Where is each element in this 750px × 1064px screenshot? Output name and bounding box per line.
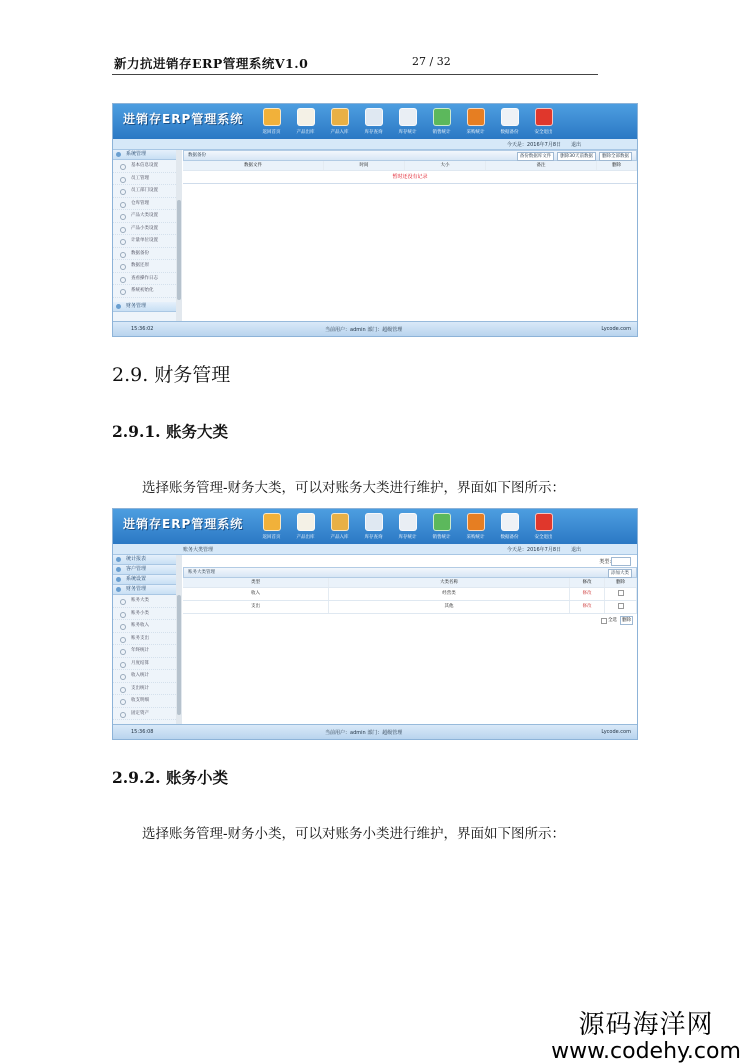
bullet-icon	[120, 177, 126, 183]
scrollbar-thumb[interactable]	[177, 595, 181, 715]
app-title: 进销存ERP管理系统	[123, 112, 244, 126]
chart-icon	[433, 108, 451, 126]
sidebar-item[interactable]: 数据备份	[113, 248, 176, 261]
delete-button[interactable]: 删除	[622, 618, 631, 623]
column-header: 类型	[183, 578, 329, 587]
toolbar-button-purchase-stats[interactable]: 采购统计	[463, 108, 488, 135]
bullet-icon	[120, 264, 126, 270]
bullet-icon	[120, 202, 126, 208]
select-all-label: 全选	[608, 618, 617, 623]
footer-time: 15:36:02	[131, 326, 154, 332]
toolbar	[259, 513, 556, 540]
finance-icon	[116, 587, 121, 592]
gear-icon	[116, 577, 121, 582]
content-area	[183, 150, 637, 322]
sidebar-item[interactable]: 基本信息设置	[113, 160, 176, 173]
row-name: 经营类	[329, 588, 570, 600]
row-type: 收入	[183, 588, 329, 600]
bar-chart-icon	[467, 513, 485, 531]
sidebar-item[interactable]: 员工部门设置	[113, 185, 176, 198]
row-checkbox[interactable]	[618, 603, 624, 609]
current-date: 今天是：2016年7月8日	[506, 142, 561, 148]
toolbar-button-logout[interactable]: 安全退出	[531, 108, 556, 135]
watermark	[548, 1004, 744, 1064]
app-footer	[113, 724, 637, 739]
column-header: 修改	[570, 578, 605, 587]
bullet-icon	[120, 662, 126, 668]
toolbar-button-backup[interactable]: 数据备份	[497, 108, 522, 135]
sidebar-group-system[interactable]: 系统管理	[113, 150, 176, 160]
sidebar-group-system[interactable]: 系统设置	[113, 575, 176, 585]
bullet-icon	[120, 289, 126, 295]
filter-row	[183, 555, 637, 567]
toolbar-button-home[interactable]: 返回首页	[259, 513, 284, 540]
sidebar-item[interactable]: 系统初始化	[113, 285, 176, 298]
bullet-icon	[120, 239, 126, 245]
bullet-icon	[120, 699, 126, 705]
table-row	[183, 601, 637, 614]
watermark-cn: 源码海洋网	[578, 1010, 714, 1040]
document-edit-icon	[297, 513, 315, 531]
chart-icon	[433, 513, 451, 531]
sidebar-item[interactable]: 数据还原	[113, 260, 176, 273]
finance-icon	[116, 304, 121, 309]
home-icon	[263, 108, 281, 126]
table-title: 账务大类管理	[188, 570, 215, 575]
backup-db-button[interactable]: 备份数据库文件	[517, 152, 555, 161]
sidebar	[113, 150, 177, 322]
table-title-bar	[183, 150, 637, 161]
toolbar-button-stock-query[interactable]: 库存查询	[361, 513, 386, 540]
sidebar	[113, 555, 177, 725]
type-select[interactable]	[611, 557, 631, 566]
sidebar-item[interactable]: 年终统计	[113, 645, 176, 658]
sidebar-item[interactable]: 账务支出	[113, 633, 176, 646]
breadcrumb: 账务大类管理	[183, 547, 214, 553]
sidebar-item[interactable]: 固定资产	[113, 708, 176, 721]
row-type: 支出	[183, 601, 329, 613]
footer-site: Lycode.com	[601, 326, 631, 332]
bullet-icon	[120, 687, 126, 693]
sidebar-item[interactable]: 产品小类设置	[113, 223, 176, 236]
column-header: 备注	[486, 161, 597, 170]
calculator-icon	[399, 513, 417, 531]
table-title-bar	[183, 567, 637, 578]
column-header: 大类名称	[329, 578, 570, 587]
app-banner	[113, 509, 637, 544]
bullet-icon	[120, 649, 126, 655]
page-header	[112, 52, 598, 75]
column-header: 删除	[605, 578, 637, 587]
sidebar-item[interactable]: 账务小类	[113, 608, 176, 621]
bullet-icon	[120, 227, 126, 233]
toolbar-button-sales-stats[interactable]: 销售统计	[429, 513, 454, 540]
search-icon	[365, 513, 383, 531]
sidebar-item[interactable]: 仓库管理	[113, 198, 176, 211]
toolbar-button-sales-stats[interactable]: 销售统计	[429, 108, 454, 135]
sidebar-group-finance[interactable]: 财务管理	[113, 585, 176, 595]
toolbar-button-inbound[interactable]: 产品入库	[327, 513, 352, 540]
edit-link[interactable]: 修改	[570, 601, 605, 613]
close-icon	[535, 108, 553, 126]
box-icon	[331, 108, 349, 126]
status-bar	[113, 544, 637, 555]
document-edit-icon	[297, 108, 315, 126]
column-header: 数据文件	[183, 161, 324, 170]
bullet-icon	[120, 612, 126, 618]
edit-link[interactable]: 修改	[570, 588, 605, 600]
delete-30days-button[interactable]: 删除30天前数据	[557, 152, 596, 161]
bullet-icon	[120, 674, 126, 680]
table-actions-row	[183, 614, 637, 626]
sidebar-item[interactable]: 查看操作日志	[113, 273, 176, 286]
watermark-en: www.codehy.com	[551, 1039, 741, 1064]
close-icon	[535, 513, 553, 531]
sidebar-item[interactable]: 计量单位设置	[113, 235, 176, 248]
toolbar-button-logout[interactable]: 安全退出	[531, 513, 556, 540]
app-banner	[113, 104, 637, 139]
add-category-button[interactable]: 添加大类	[608, 569, 632, 578]
screenshot-data-backup	[112, 103, 638, 337]
type-label: 类型:	[599, 559, 611, 565]
logout-link[interactable]: 退出	[570, 142, 581, 148]
toolbar-button-stock-stats[interactable]: 库存统计	[395, 108, 420, 135]
sidebar-item[interactable]: 账务收入	[113, 620, 176, 633]
search-icon	[365, 108, 383, 126]
status-bar	[113, 139, 637, 150]
bullet-icon	[120, 189, 126, 195]
footer-user: 当前用户：admin 部门：超级管理	[325, 730, 403, 736]
sidebar-group-reports[interactable]: 统计报表	[113, 555, 176, 565]
sidebar-group-customers[interactable]: 客户管理	[113, 565, 176, 575]
row-checkbox[interactable]	[618, 590, 624, 596]
toolbar-button-outbound[interactable]: 产品出库	[293, 108, 318, 135]
calculator-icon	[399, 108, 417, 126]
table-title: 数据备份	[188, 153, 206, 158]
gear-icon	[116, 152, 121, 157]
report-icon	[116, 557, 121, 562]
paragraph: 选择账务管理-财务大类，可以对账务大类进行维护，界面如下图所示：	[142, 480, 566, 496]
toolbar	[259, 108, 556, 135]
sidebar-item[interactable]: 账务大类	[113, 595, 176, 608]
bar-chart-icon	[467, 108, 485, 126]
page-number: 27 / 32	[412, 55, 451, 68]
app-title: 进销存ERP管理系统	[123, 517, 244, 531]
floppy-disk-icon	[501, 513, 519, 531]
bullet-icon	[120, 599, 126, 605]
screenshot-account-category	[112, 508, 638, 740]
delete-all-button[interactable]: 删除全部数据	[599, 152, 632, 161]
row-checkbox-cell	[605, 588, 637, 600]
table-header	[183, 578, 637, 588]
toolbar-button-home[interactable]: 返回首页	[259, 108, 284, 135]
sidebar-item[interactable]: 产品大类设置	[113, 210, 176, 223]
table-row	[183, 588, 637, 601]
sidebar-scrollbar[interactable]	[176, 150, 182, 322]
document-title: 新力抗进销存ERP管理系统V1.0	[114, 56, 309, 71]
sidebar-item[interactable]: 收支明细	[113, 695, 176, 708]
bullet-icon	[120, 252, 126, 258]
user-icon	[116, 567, 121, 572]
footer-site: Lycode.com	[601, 729, 631, 735]
logout-link[interactable]: 退出	[570, 547, 581, 553]
bullet-icon	[120, 637, 126, 643]
subsection-heading: 2.9.1. 账务大类	[112, 422, 228, 441]
app-footer	[113, 321, 637, 336]
footer-time: 15:36:08	[131, 729, 154, 735]
sidebar-scrollbar[interactable]	[176, 555, 182, 725]
empty-message: 暂时还没有记录	[183, 171, 637, 184]
paragraph: 选择账务管理-财务小类，可以对账务小类进行维护，界面如下图所示：	[142, 826, 566, 842]
column-header: 删除	[597, 161, 637, 170]
toolbar-button-outbound[interactable]: 产品出库	[293, 513, 318, 540]
bullet-icon	[120, 164, 126, 170]
toolbar-button-inbound[interactable]: 产品入库	[327, 108, 352, 135]
sidebar-item[interactable]: 员工管理	[113, 173, 176, 186]
home-icon	[263, 513, 281, 531]
content-area	[183, 555, 637, 725]
subsection-heading: 2.9.2. 账务小类	[112, 768, 228, 787]
toolbar-button-backup[interactable]: 数据备份	[497, 513, 522, 540]
box-icon	[331, 513, 349, 531]
table-header	[183, 161, 637, 171]
toolbar-button-purchase-stats[interactable]: 采购统计	[463, 513, 488, 540]
bullet-icon	[120, 712, 126, 718]
sidebar-group-finance[interactable]: 财务管理	[113, 302, 176, 312]
column-header: 大小	[405, 161, 486, 170]
footer-user: 当前用户：admin 部门：超级管理	[325, 327, 403, 333]
toolbar-button-stock-stats[interactable]: 库存统计	[395, 513, 420, 540]
bullet-icon	[120, 214, 126, 220]
row-name: 其他	[329, 601, 570, 613]
toolbar-button-stock-query[interactable]: 库存查询	[361, 108, 386, 135]
scrollbar-thumb[interactable]	[177, 200, 181, 300]
current-date: 今天是：2016年7月8日	[506, 547, 561, 553]
column-header: 时间	[324, 161, 405, 170]
bullet-icon	[120, 277, 126, 283]
sidebar-item[interactable]: 支出统计	[113, 683, 176, 696]
bullet-icon	[120, 624, 126, 630]
sidebar-item[interactable]: 月度结算	[113, 658, 176, 671]
floppy-disk-icon	[501, 108, 519, 126]
select-all-checkbox[interactable]	[601, 618, 607, 624]
section-heading: 2.9. 财务管理	[112, 364, 231, 386]
sidebar-item[interactable]: 收入统计	[113, 670, 176, 683]
row-checkbox-cell	[605, 601, 637, 613]
